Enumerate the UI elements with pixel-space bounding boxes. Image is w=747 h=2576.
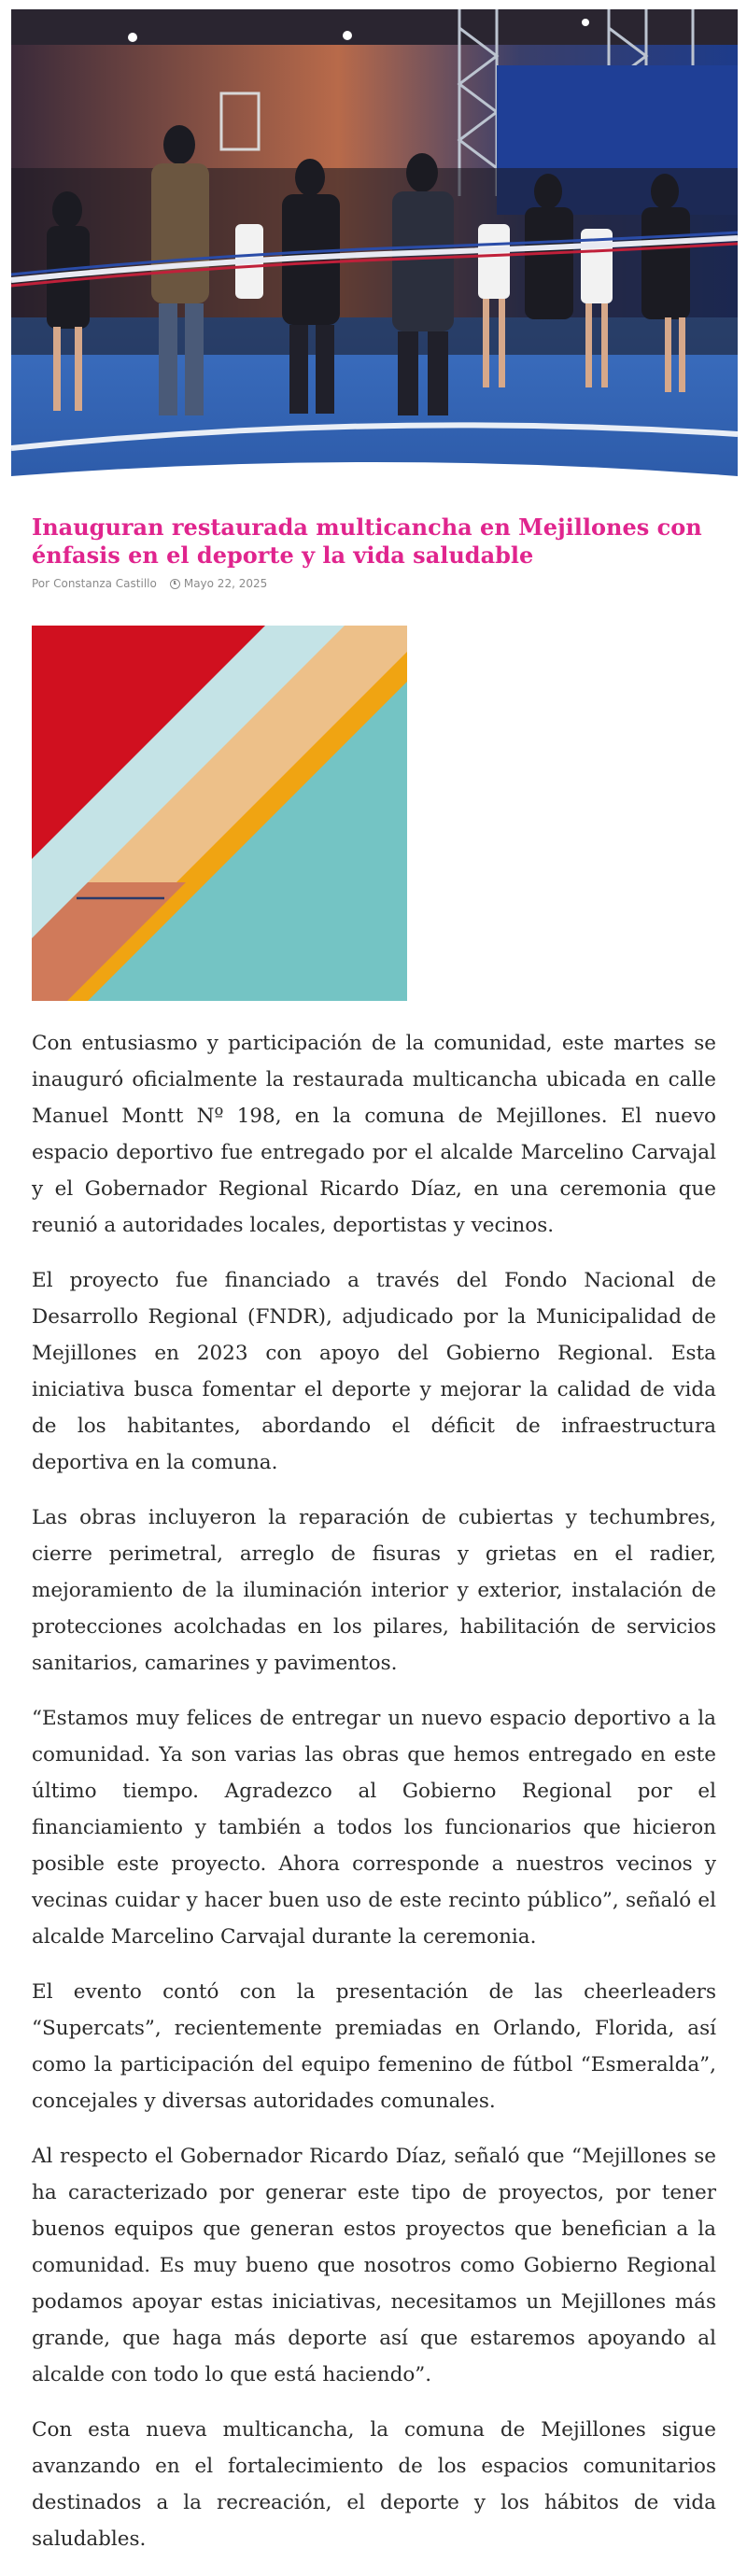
publish-date [170,577,267,590]
author-link[interactable]: Constanza Castillo [53,577,157,590]
diagonal-stripes-graphic [32,626,407,1001]
author-prefix: Por [32,577,50,590]
paragraph-1: Con entusiasmo y participación de la comunidad, este martes se inauguró oficialmente la restaurada multicancha ubicada en calle Manuel Montt Nº 198, en la comuna de Mejillones. El nuevo espacio deportivo fue entregado por el alcalde Marcelino Carvajal y el Gobernador Regional Ricardo Díaz, en una ceremonia que reunió a autoridades locales, deportistas y vecinos. [32,1032,716,1237]
hero-photo [11,9,738,490]
article-body [32,1025,716,2576]
article-title: Inauguran restaurada multicancha en Mejillones con énfasis en el deporte y la vida saludable [32,514,702,569]
clock-icon [170,579,180,589]
stripes-logo-icon [32,626,407,1001]
article-meta [32,577,723,590]
ribbon-cutting-photo-icon [11,9,738,490]
paragraph-2: El proyecto fue financiado a través del Fondo Nacional de Desarrollo Regional (FNDR), adjudicado por la Municipalidad de Mejillones en 2023 con apoyo del Gobierno Regional. Esta iniciativa busca fomentar el deporte y mejorar la calidad de vida de los habitantes, abordando el déficit de infraestructura deportiva en la comuna. [32,1269,716,1474]
paragraph-3: Las obras incluyeron la reparación de cubiertas y techumbres, cierre perimetral, arreglo de fisuras y grietas en el radier, mejoramiento de la iluminación interior y exterior, instalación de protecciones acolchadas en los pilares, habilitación de servicios sanitarios, camarines y pavimentos. [32,1506,716,1675]
author-line [32,577,157,590]
paragraph-4: “Estamos muy felices de entregar un nuevo espacio deportivo a la comunidad. Ya son varias las obras que hemos entregado en este último tiempo. Agradezco al Gobierno Regional por el financiamiento y también a todos los funcionarios que hicieron posible este proyecto. Ahora corresponde a nuestros vecinos y vecinas cuidar y hacer buen uso de este recinto público”, señaló el alcalde Marcelino Carvajal durante la ceremonia. [32,1707,716,1949]
paragraph-7: Con esta nueva multicancha, la comuna de Mejillones sigue avanzando en el fortalecimiento de los espacios comunitarios destinados a la recreación, el deporte y los hábitos de vida saludables. [32,2418,716,2551]
paragraph-6: Al respecto el Gobernador Ricardo Díaz, señaló que “Mejillones se ha caracterizado por generar este tipo de proyectos, por tener buenos equipos que generan estos proyectos que benefician a la comunidad. Es muy bueno que nosotros como Gobierno Regional podamos apoyar estas iniciativas, necesitamos un Mejillones más grande, que haga más deporte así que estaremos apoyando al alcalde con todo lo que está haciendo”. [32,2145,716,2386]
paragraph-5: El evento contó con la presentación de las cheerleaders “Supercats”, recientemente premiadas en Orlando, Florida, así como la participación del equipo femenino de fútbol “Esmeralda”, concejales y diversas autoridades comunales. [32,1980,716,2113]
date-text: Mayo 22, 2025 [183,577,268,590]
